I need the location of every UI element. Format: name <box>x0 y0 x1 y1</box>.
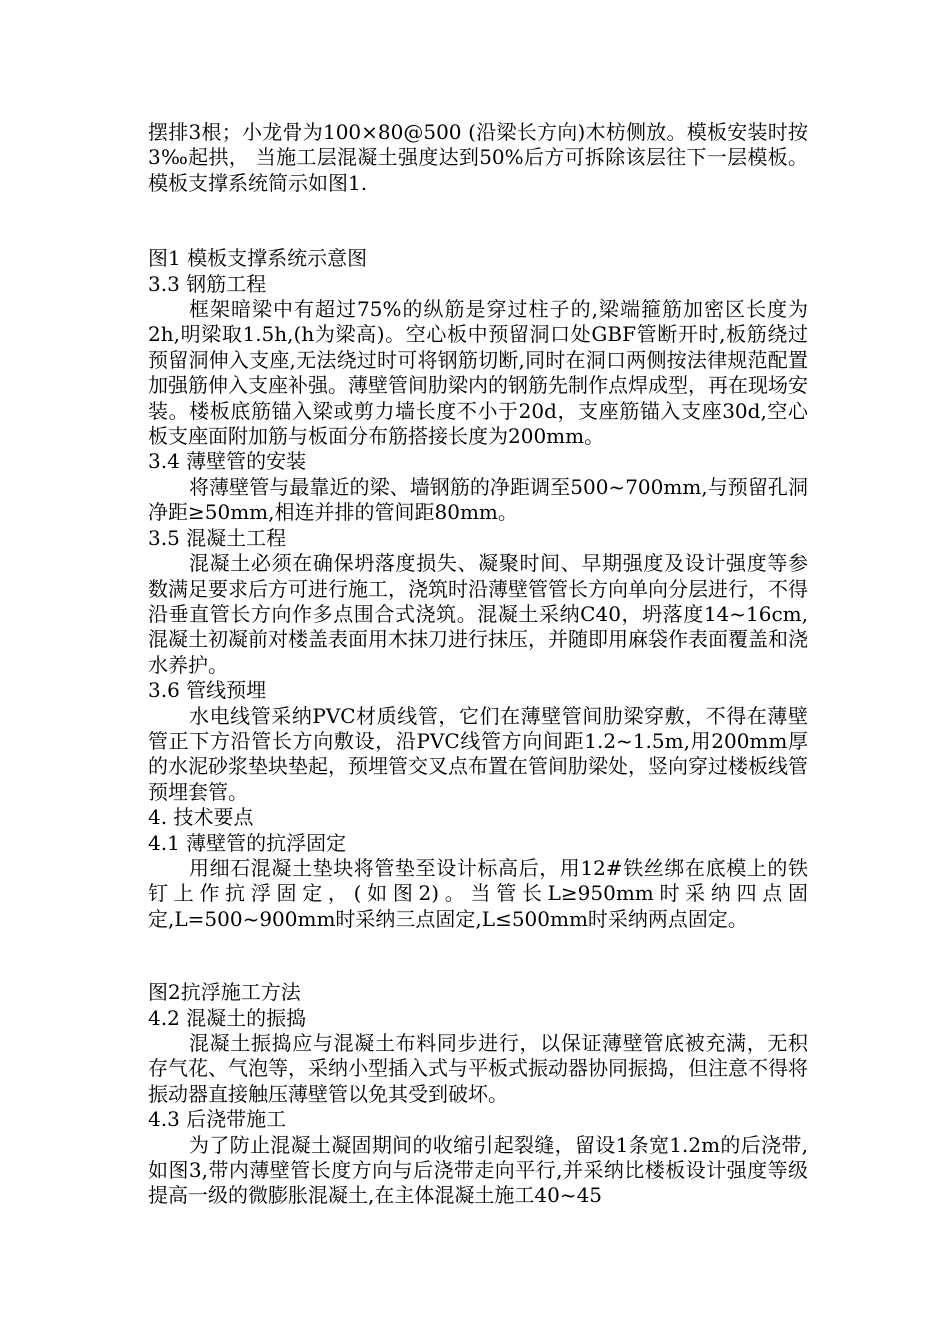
heading-3-6: 3.6 管线预埋 <box>148 678 267 703</box>
heading-4-3: 4.3 后浇带施工 <box>148 1107 287 1132</box>
heading-3-5: 3.5 混凝土工程 <box>148 525 287 550</box>
heading-4-2: 4.2 混凝土的振捣 <box>148 1005 307 1030</box>
figure-2-caption: 图2抗浮施工方法 <box>148 980 301 1005</box>
paragraph-3-4: 将薄壁管与最靠近的梁、墙钢筋的净距调至500~700mm,与预留孔洞净距≥50mm,相连并排的管间距80mm。 <box>148 474 808 525</box>
paragraph-3-6: 水电线管采纳PVC材质线管，它们在薄壁管间肋梁穿敷，不得在薄壁管正下方沿管长方向敷设，沿PVC线管方向间距1.2~1.5m,用200mm厚的水泥砂浆垫块垫起，预埋管交叉点布置在管间肋梁处，竖向穿过楼板线管预埋套管。 <box>148 703 808 804</box>
document-body <box>148 120 808 1209</box>
figure-1-space <box>148 196 808 246</box>
heading-4: 4. 技术要点 <box>148 805 254 830</box>
figure-2-space <box>148 932 808 980</box>
heading-3-3: 3.3 钢筋工程 <box>148 271 267 296</box>
paragraph-4-3: 为了防止混凝土凝固期间的收缩引起裂缝，留设1条宽1.2m的后浇带,如图3,带内薄壁管长度方向与后浇带走向平行,并采纳比楼板设计强度等级提高一级的微膨胀混凝土,在主体混凝土施工40~45 <box>148 1132 808 1208</box>
heading-4-1: 4.1 薄壁管的抗浮固定 <box>148 830 347 855</box>
paragraph-3-3: 框架暗梁中有超过75%的纵筋是穿过柱子的,梁端箍筋加密区长度为2h,明梁取1.5h,(h为梁高)。空心板中预留洞口处GBF管断开时,板筋绕过预留洞伸入支座,无法绕过时可将钢筋切断,同时在洞口两侧按法律规范配置加强筋伸入支座补强。薄壁管间肋梁内的钢筋先制作点焊成型，再在现场安装。楼板底筋锚入梁或剪力墙长度不小于20d，支座筋锚入支座30d,空心板支座面附加筋与板面分布筋搭接长度为200mm。 <box>148 297 808 449</box>
figure-1-caption: 图1 模板支撑系统示意图 <box>148 246 368 271</box>
paragraph-4-2: 混凝土振捣应与混凝土布料同步进行，以保证薄壁管底被充满，无积存气花、气泡等，采纳小型插入式与平板式振动器协同振捣，但注意不得将振动器直接触压薄壁管以免其受到破坏。 <box>148 1031 808 1106</box>
heading-3-4: 3.4 薄壁管的安装 <box>148 449 307 474</box>
paragraph-intro: 摆排3根；小龙骨为100×80@500 (沿梁长方向)木枋侧放。模板安装时按3‰起拱， 当施工层混凝土强度达到50%后方可拆除该层往下一层模板。模板支撑系统简示如图1. <box>148 120 808 195</box>
paragraph-4-1: 用细石混凝土垫块将管垫至设计标高后，用12#铁丝绑在底模上的铁钉上作抗浮固定，(如图2)。当管长L≥950mm时采纳四点固定,L=500~900mm时采纳三点固定,L≤500mm时采纳两点固定。 <box>148 855 808 931</box>
paragraph-3-5: 混凝土必须在确保坍落度损失、凝聚时间、早期强度及设计强度等参数满足要求后方可进行施工，浇筑时沿薄壁管管长方向单向分层进行，不得沿垂直管长方向作多点围合式浇筑。混凝土采纳C40，坍落度14~16cm,混凝土初凝前对楼盖表面用木抹刀进行抹压，并随即用麻袋作表面覆盖和浇水养护。 <box>148 551 808 677</box>
